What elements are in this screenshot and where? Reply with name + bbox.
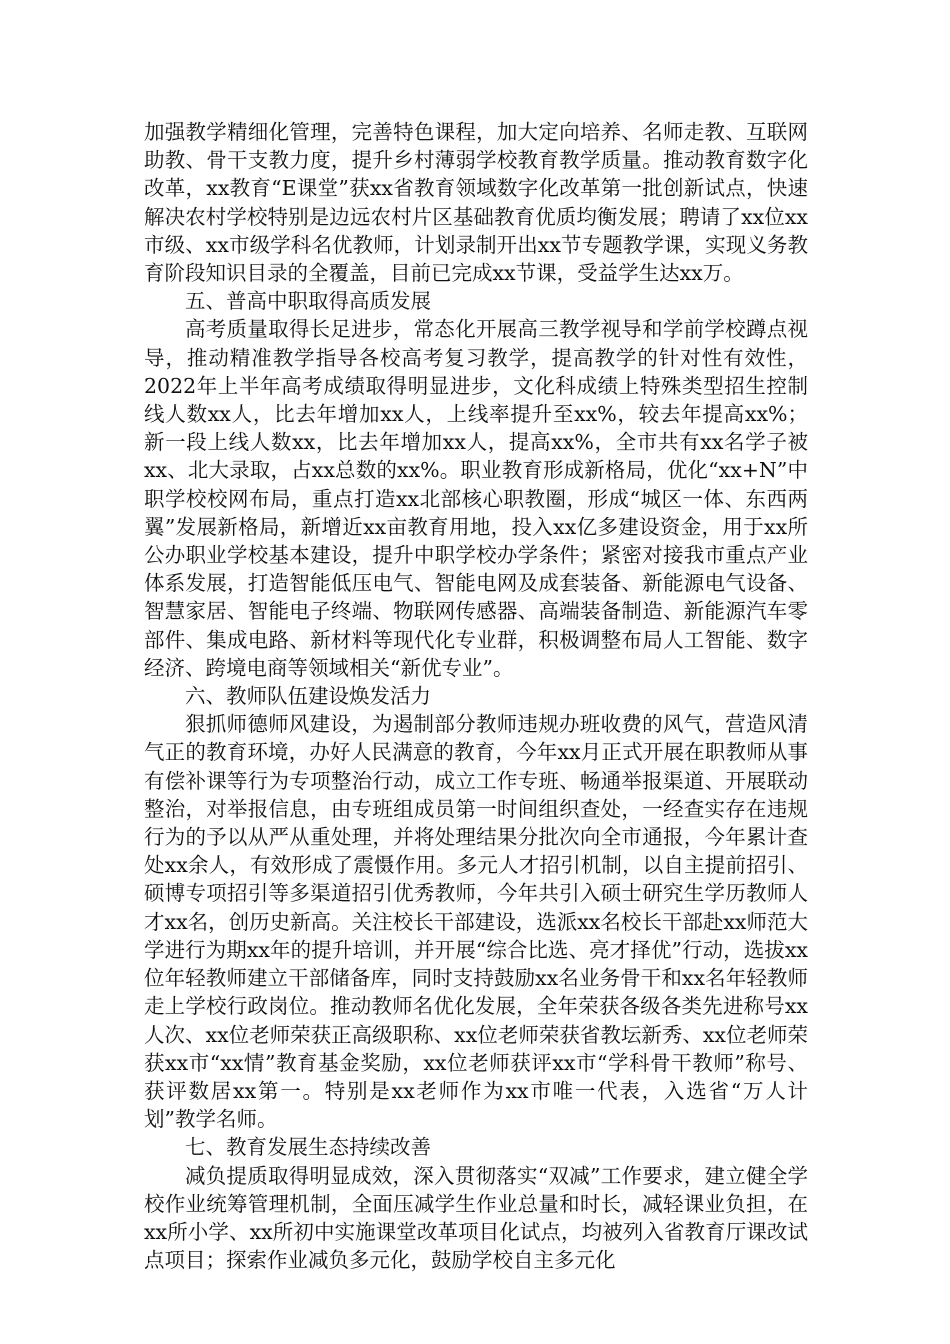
paragraph-continued: 加强教学精细化管理，完善特色课程，加大定向培养、名师走教、互联网助教、骨干支教力度，提升乡村薄弱学校教育教学质量。推动教育数字化改革，xx教育“E课堂”获xx省教育领域数字化改革第一批创新试点，快速解决农村学校特别是边远农村片区基础教育优质均衡发展；聘请了xx位xx市级、xx市级学科名优教师，计划录制开出xx节专题教学课，实现义务教育阶段知识目录的全覆盖，目前已完成xx节课，受益学生达xx万。 bbox=[144, 120, 808, 286]
section-heading-6: 六、教师队伍建设焕发活力 bbox=[185, 684, 431, 709]
paragraph-section-5: 高考质量取得长足进步，常态化开展高三教学视导和学前学校蹲点视导，推动精准教学指导各校高考复习教学，提高教学的针对性有效性，2022年上半年高考成绩取得明显进步，文化科成绩上特殊类型招生控制线人数xx人，比去年增加xx人，上线率提升至xx%，较去年提高xx%；新一段上线人数xx，比去年增加xx人，提高xx%，全市共有xx名学子被xx、北大录取，占xx总数的xx%。职业教育形成新格局，优化“xx+N”中职学校校网布局，重点打造xx北部核心职教圈，形成“城区一体、东西两翼”发展新格局，新增近xx亩教育用地，投入xx亿多建设资金，用于xx所公办职业学校基本建设，提升中职学校办学条件；紧密对接我市重点产业体系发展，打造智能低压电气、智能电网及成套装备、新能源电气设备、智慧家居、智能电子终端、物联网传感器、高端装备制造、新能源汽车零部件、集成电路、新材料等现代化专业群，积极调整布局人工智能、数字经济、跨境电商等领域相关“新优专业”。 bbox=[144, 317, 808, 680]
section-heading-7: 七、教育发展生态持续改善 bbox=[185, 1135, 431, 1160]
paragraph-section-7: 减负提质取得明显成效，深入贯彻落实“双减”工作要求，建立健全学校作业统筹管理机制，全面压减学生作业总量和时长，减轻课业负担，在xx所小学、xx所初中实施课堂改革项目化试点，均被列入省教育厅课改试点项目；探索作业减负多元化，鼓励学校自主多元化 bbox=[144, 1163, 808, 1273]
paragraph-section-6: 狠抓师德师风建设，为遏制部分教师违规办班收费的风气，营造风清气正的教育环境，办好人民满意的教育，今年xx月正式开展在职教师从事有偿补课等行为专项整治行动，成立工作专班、畅通举报渠道、开展联动整治，对举报信息，由专班组成员第一时间组织查处，一经查实存在违规行为的予以从严从重处理，并将处理结果分批次向全市通报，今年累计查处xx余人，有效形成了震慑作用。多元人才招引机制，以自主提前招引、硕博专项招引等多渠道招引优秀教师，今年共引入硕士研究生学历教师人才xx名，创历史新高。关注校长干部建设，选派xx名校长干部赴xx师范大学进行为期xx年的提升培训，并开展“综合比选、亮才择优”行动，选拔xx位年轻教师建立干部储备库，同时支持鼓励xx名业务骨干和xx名年轻教师走上学校行政岗位。推动教师名优化发展，全年荣获各级各类先进称号xx人次、xx位老师荣获正高级职称、xx位老师荣获省教坛新秀、xx位老师荣获xx市“xx情”教育基金奖励，xx位老师获评xx市“学科骨干教师”称号、获评数居xx第一。特别是xx老师作为xx市唯一代表，入选省“万人计划”教学名师。 bbox=[144, 712, 808, 1132]
document-page bbox=[144, 118, 808, 1274]
section-heading-5: 五、普高中职取得高质发展 bbox=[185, 289, 431, 314]
